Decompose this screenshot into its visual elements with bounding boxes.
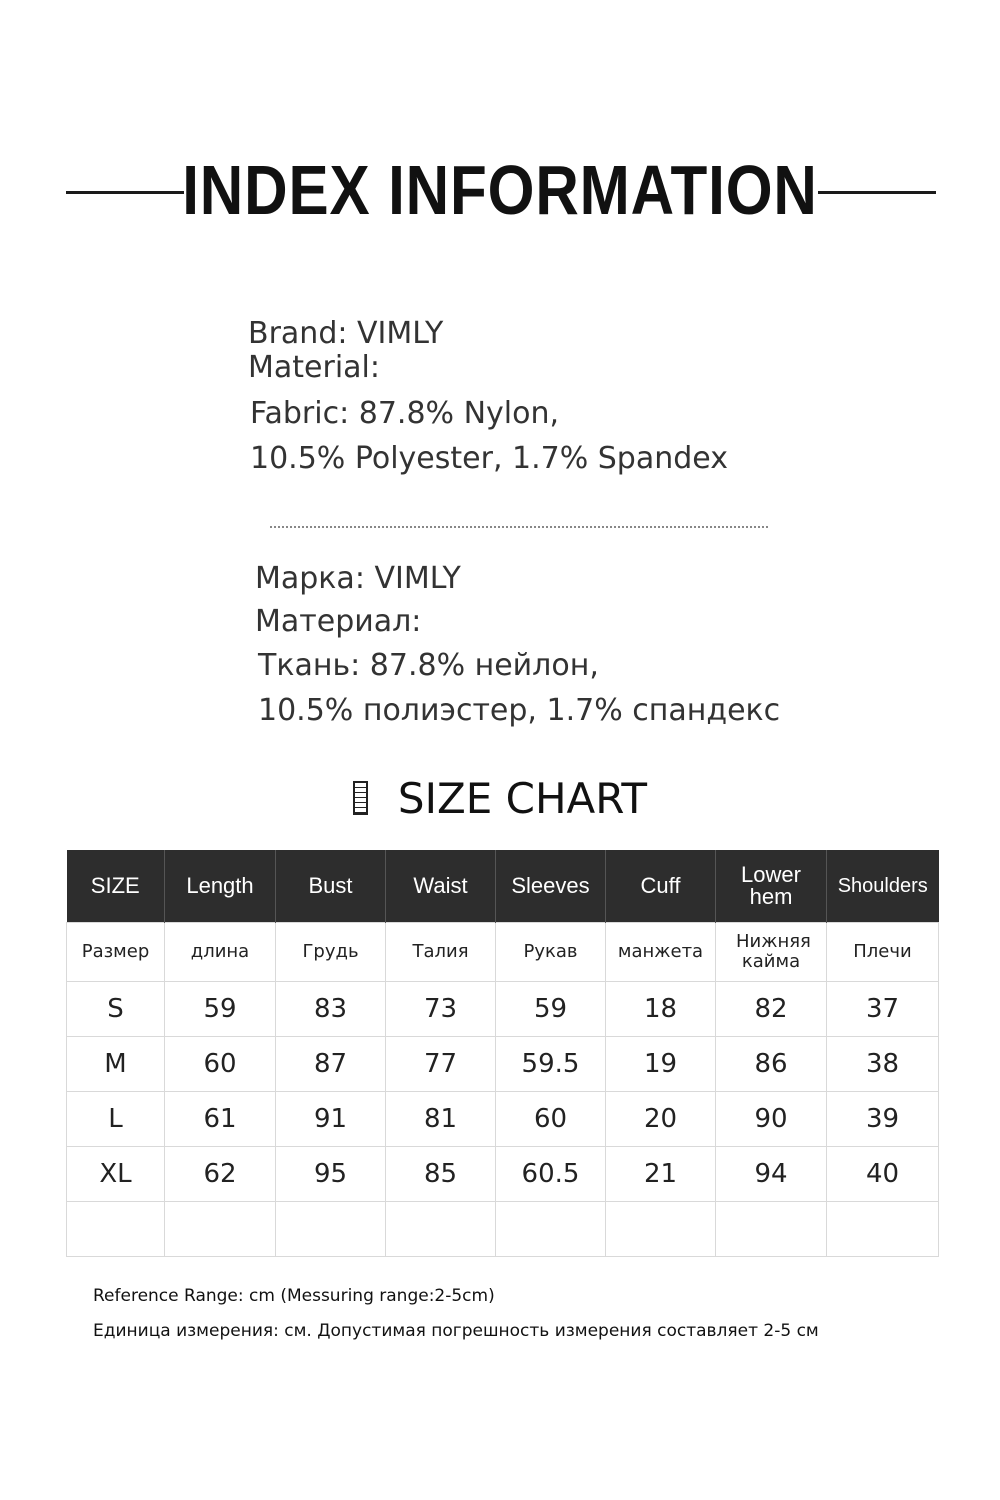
table-cell: 39 xyxy=(827,1092,939,1147)
col-header: Length xyxy=(165,850,276,923)
size-chart-title: SIZE CHART xyxy=(397,774,648,823)
table-cell xyxy=(165,1202,276,1257)
col-header-ru: Талия xyxy=(386,923,496,982)
table-cell: 21 xyxy=(606,1147,716,1202)
table-cell: 20 xyxy=(606,1092,716,1147)
table-cell xyxy=(606,1202,716,1257)
ruler-icon xyxy=(353,781,368,815)
col-header-ru: Нижняя кайма xyxy=(716,923,827,982)
table-cell: 87 xyxy=(276,1037,386,1092)
table-cell: 90 xyxy=(716,1092,827,1147)
table-cell: 82 xyxy=(716,982,827,1037)
col-header-ru: Рукав xyxy=(496,923,606,982)
table-cell xyxy=(716,1202,827,1257)
col-header: Bust xyxy=(276,850,386,923)
table-cell: 86 xyxy=(716,1037,827,1092)
table-row xyxy=(67,1147,939,1202)
col-header-ru: манжета xyxy=(606,923,716,982)
fabric-line-1: Fabric: 87.8% Nylon, xyxy=(250,396,560,431)
table-cell: 91 xyxy=(276,1092,386,1147)
table-cell: 61 xyxy=(165,1092,276,1147)
fabric-line-2-ru: 10.5% полиэстер, 1.7% спандекс xyxy=(258,693,781,728)
table-cell: 95 xyxy=(276,1147,386,1202)
col-header-ru: Грудь xyxy=(276,923,386,982)
table-cell: 94 xyxy=(716,1147,827,1202)
col-header-ru: Размер xyxy=(67,923,165,982)
table-cell: 85 xyxy=(386,1147,496,1202)
size-chart-heading xyxy=(0,774,1000,823)
table-cell: 62 xyxy=(165,1147,276,1202)
size-table xyxy=(66,850,939,1257)
table-cell: 59 xyxy=(165,982,276,1037)
table-cell xyxy=(276,1202,386,1257)
table-cell: M xyxy=(67,1037,165,1092)
col-header: Shoulders xyxy=(827,850,939,923)
table-cell: 19 xyxy=(606,1037,716,1092)
page-title: INDEX INFORMATION xyxy=(182,151,818,229)
table-cell: 83 xyxy=(276,982,386,1037)
reference-note: Reference Range: cm (Messuring range:2-5cm) xyxy=(93,1286,495,1306)
col-header: Sleeves xyxy=(496,850,606,923)
fabric-line-2: 10.5% Polyester, 1.7% Spandex xyxy=(250,441,728,476)
table-cell: S xyxy=(67,982,165,1037)
table-row xyxy=(67,1092,939,1147)
table-cell: 18 xyxy=(606,982,716,1037)
col-header: Waist xyxy=(386,850,496,923)
brand-line-ru: Марка: VIMLY xyxy=(255,561,461,596)
material-label: Material: xyxy=(248,350,380,385)
table-cell xyxy=(67,1202,165,1257)
table-cell: 77 xyxy=(386,1037,496,1092)
table-cell: 60 xyxy=(496,1092,606,1147)
table-row xyxy=(67,1037,939,1092)
table-cell xyxy=(496,1202,606,1257)
material-label-ru: Материал: xyxy=(255,604,422,639)
table-cell: 60.5 xyxy=(496,1147,606,1202)
brand-line: Brand: VIMLY xyxy=(248,316,444,351)
header-row-ru xyxy=(67,923,939,982)
section-divider xyxy=(270,526,768,528)
table-cell xyxy=(386,1202,496,1257)
col-header-ru: длина xyxy=(165,923,276,982)
col-header: Cuff xyxy=(606,850,716,923)
table-cell: 40 xyxy=(827,1147,939,1202)
col-header: SIZE xyxy=(67,850,165,923)
table-row xyxy=(67,982,939,1037)
table-cell: 60 xyxy=(165,1037,276,1092)
table-cell: 59 xyxy=(496,982,606,1037)
header-row xyxy=(67,850,939,923)
table-cell: 81 xyxy=(386,1092,496,1147)
table-cell: 59.5 xyxy=(496,1037,606,1092)
col-header: Lower hem xyxy=(716,850,827,923)
fabric-line-1-ru: Ткань: 87.8% нейлон, xyxy=(258,648,599,683)
table-cell: L xyxy=(67,1092,165,1147)
table-cell: 73 xyxy=(386,982,496,1037)
table-cell: 38 xyxy=(827,1037,939,1092)
reference-note-ru: Единица измерения: см. Допустимая погрешность измерения составляет 2-5 см xyxy=(93,1321,819,1341)
col-header-ru: Плечи xyxy=(827,923,939,982)
table-cell: 37 xyxy=(827,982,939,1037)
table-cell xyxy=(827,1202,939,1257)
table-cell: XL xyxy=(67,1147,165,1202)
table-row-empty xyxy=(67,1202,939,1257)
